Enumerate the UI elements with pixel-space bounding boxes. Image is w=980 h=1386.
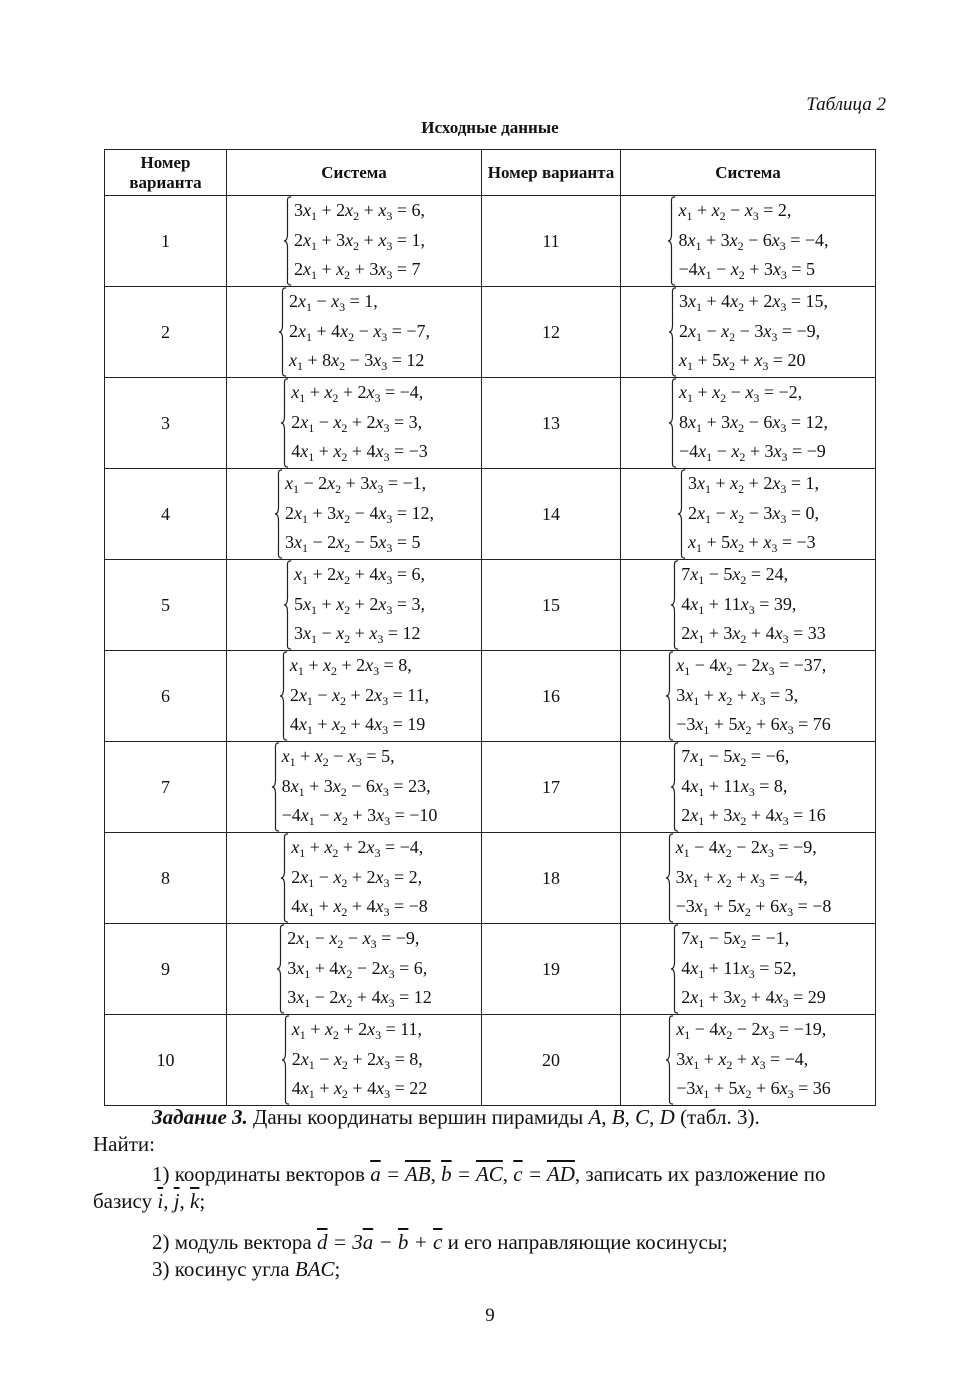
system-brace xyxy=(283,196,292,286)
equation: $x_1 + x_2 + 2x_3 = -4$, xyxy=(291,837,424,860)
vector-expression: $\overline{a} = \overline{AB}$ xyxy=(370,1162,431,1186)
page-number: 9 xyxy=(485,1305,495,1326)
item2-suffix: и его направляющие косинусы; xyxy=(447,1230,728,1254)
system-brace xyxy=(665,651,674,741)
equation-system xyxy=(283,196,425,286)
system-cell-1 xyxy=(227,196,482,287)
equation: $8x_1 + 3x_2 - 6x_3 = -4$, xyxy=(678,229,829,253)
system-brace xyxy=(668,378,677,468)
equation: $7x_1 - 5x_2 = 24$, xyxy=(681,564,789,587)
table-header-row xyxy=(105,150,876,196)
variant-number: 1 xyxy=(105,196,227,287)
table-row xyxy=(105,742,876,833)
equation-system xyxy=(665,1015,831,1105)
equation: $2x_1 + 3x_2 + 4x_3 = 29$ xyxy=(681,987,826,1010)
task-find: Найти: xyxy=(93,1132,155,1156)
equation-system xyxy=(670,560,825,650)
equation-system xyxy=(677,469,819,559)
equation: $2x_1 - x_2 - 3x_3 = 0$, xyxy=(688,502,819,526)
variant-number: 14 xyxy=(482,469,621,560)
variant-number: 17 xyxy=(482,742,621,833)
equation: $3x_1 + 4x_2 - 2x_3 = 6$, xyxy=(287,957,428,981)
variant-number: 13 xyxy=(482,378,621,469)
task-item-3 xyxy=(152,1256,889,1283)
equation: $7x_1 - 5x_2 = -1$, xyxy=(681,928,790,951)
equation: $x_1 - 2x_2 + 3x_3 = -1$, xyxy=(285,473,427,496)
equation: $x_1 + 5x_2 + x_3 = -3$ xyxy=(688,532,816,555)
equation: $x_1 + x_2 + 2x_3 = -4$, xyxy=(291,382,424,405)
table-row xyxy=(105,924,876,1015)
item1-prefix: 1) координаты векторов xyxy=(152,1162,365,1186)
equation: $3x_1 + 2x_2 + x_3 = 6$, xyxy=(294,200,425,223)
system-cell-8 xyxy=(227,833,482,924)
system-cell-15 xyxy=(621,560,876,651)
system-cell-7 xyxy=(227,742,482,833)
system-cell-18 xyxy=(621,833,876,924)
equation: $2x_1 + 3x_2 + 4x_3 = 33$ xyxy=(681,623,826,646)
system-cell-17 xyxy=(621,742,876,833)
system-cell-13 xyxy=(621,378,876,469)
equation-system xyxy=(665,833,832,923)
equation: $x_1 - 4x_2 - 2x_3 = -37$, xyxy=(676,655,827,678)
equation: $4x_1 + x_2 + 4x_3 = -8$ xyxy=(291,896,428,919)
variant-number: 12 xyxy=(482,287,621,378)
equation: $-4x_1 - x_2 + 3x_3 = 5$ xyxy=(678,259,816,282)
table-row xyxy=(105,196,876,287)
item2-prefix: 2) модуль вектора xyxy=(152,1230,312,1254)
basis-vector: $\overline{k}$ xyxy=(190,1189,200,1213)
system-brace xyxy=(276,924,285,1014)
equation-system xyxy=(280,378,428,468)
equation: $-3x_1 + 5x_2 + 6x_3 = -8$ xyxy=(675,896,832,919)
equation: $2x_1 + 3x_2 + x_3 = 1$, xyxy=(294,229,425,253)
equation: $-4x_1 - x_2 + 3x_3 = -9$ xyxy=(679,441,826,464)
system-brace xyxy=(279,651,288,741)
system-brace xyxy=(274,469,283,559)
system-brace xyxy=(670,560,679,650)
equation: $x_1 + x_2 - x_3 = -2$, xyxy=(679,382,803,405)
system-cell-20 xyxy=(621,1015,876,1106)
item2-expression: $\overline{d} = 3\overline{a} - \overline{b} + \overline{c}$ xyxy=(317,1230,443,1254)
system-cell-9 xyxy=(227,924,482,1015)
system-cell-11 xyxy=(621,196,876,287)
equation: $3x_1 + x_2 + x_3 = -4$, xyxy=(676,1048,809,1072)
equation-system xyxy=(668,287,828,377)
variant-number: 7 xyxy=(105,742,227,833)
equation-system xyxy=(278,287,430,377)
header-system-right: Система xyxy=(621,150,876,196)
equation: $-3x_1 + 5x_2 + 6x_3 = 76$ xyxy=(676,714,831,737)
equation: $3x_1 - x_2 + x_3 = 12$ xyxy=(294,623,421,646)
equation-system xyxy=(670,924,825,1014)
system-brace xyxy=(278,287,287,377)
equation: $x_1 - 4x_2 - 2x_3 = -19$, xyxy=(676,1019,827,1042)
vector-expression: $\overline{b} = \overline{AC}$ xyxy=(441,1162,503,1186)
system-brace xyxy=(271,742,280,832)
header-system-left: Система xyxy=(227,150,482,196)
equation: $2x_1 - x_2 - x_3 = -9$, xyxy=(287,928,420,951)
system-cell-16 xyxy=(621,651,876,742)
equation: $3x_1 + x_2 + x_3 = 3$, xyxy=(676,684,799,708)
system-brace xyxy=(281,1015,290,1105)
equation-system xyxy=(668,378,828,468)
item3-prefix: 3) косинус угла xyxy=(152,1257,290,1281)
basis-vector: $\overline{i}$ xyxy=(157,1189,164,1213)
variant-number: 3 xyxy=(105,378,227,469)
variant-number: 9 xyxy=(105,924,227,1015)
table-row xyxy=(105,651,876,742)
equation: $2x_1 + 3x_2 + 4x_3 = 16$ xyxy=(681,805,826,828)
task-paragraph xyxy=(93,1104,889,1158)
equation: $2x_1 - x_2 + 2x_3 = 8$, xyxy=(291,1048,423,1072)
system-cell-19 xyxy=(621,924,876,1015)
equation: $8x_1 + 3x_2 - 6x_3 = 12$, xyxy=(679,411,828,435)
equation: $x_1 + x_2 + 2x_3 = 11$, xyxy=(291,1019,423,1042)
equation: $4x_1 + 11x_3 = 8$, xyxy=(681,775,788,799)
system-brace xyxy=(280,378,289,468)
equation: $4x_1 + x_2 + 4x_3 = -3$ xyxy=(291,441,428,464)
equation: $4x_1 + 11x_3 = 39$, xyxy=(681,593,797,617)
variant-number: 15 xyxy=(482,560,621,651)
table-row xyxy=(105,469,876,560)
task-intro: Даны координаты вершин пирамиды xyxy=(253,1105,584,1129)
equation-system xyxy=(665,651,831,741)
equation-system xyxy=(670,742,825,832)
equation: $x_1 - 4x_2 - 2x_3 = -9$, xyxy=(675,837,817,860)
task-ref: (табл. 3). xyxy=(680,1105,760,1129)
equation: $-4x_1 - x_2 + 3x_3 = -10$ xyxy=(281,805,438,828)
equation: $2x_1 - x_2 + 2x_3 = 2$, xyxy=(291,866,423,890)
table-label: Таблица 2 xyxy=(806,94,886,115)
variant-number: 20 xyxy=(482,1015,621,1106)
system-brace xyxy=(668,287,677,377)
variant-number: 4 xyxy=(105,469,227,560)
system-brace xyxy=(667,196,676,286)
equation-system xyxy=(280,833,428,923)
equation: $3x_1 + 4x_2 + 2x_3 = 15$, xyxy=(679,291,828,314)
equation: $-3x_1 + 5x_2 + 6x_3 = 36$ xyxy=(676,1078,831,1101)
item3-angle: BAC xyxy=(294,1257,335,1281)
system-brace xyxy=(665,833,674,923)
system-brace xyxy=(665,1015,674,1105)
system-brace xyxy=(670,742,679,832)
table-row xyxy=(105,560,876,651)
system-cell-12 xyxy=(621,287,876,378)
equation: $4x_1 + x_2 + 4x_3 = 22$ xyxy=(291,1078,428,1101)
variant-number: 18 xyxy=(482,833,621,924)
variant-number: 2 xyxy=(105,287,227,378)
header-variant-left: Номер варианта xyxy=(105,150,227,196)
vector-expression: $\overline{c} = \overline{AD}$ xyxy=(513,1162,575,1186)
equation: $3x_1 - 2x_2 - 5x_3 = 5$ xyxy=(285,532,421,555)
task-item-1: 1) координаты векторов $\overline{a} = \overline{AB}$, $\overline{b} = \overline{AC}$, $\overline{c} = \overline{AD}$, записать их разложение по базису $\overline{i}$, $\overline{j}$, $\overline{k}$; xyxy=(93,1162,826,1213)
equation-system xyxy=(667,196,828,286)
system-cell-3 xyxy=(227,378,482,469)
equation: $2x_1 + 3x_2 - 4x_3 = 12$, xyxy=(285,502,434,526)
equation-system xyxy=(276,924,431,1014)
variant-number: 8 xyxy=(105,833,227,924)
equation: $3x_1 + x_2 + 2x_3 = 1$, xyxy=(688,473,819,496)
item1-basis: $\overline{i}$, $\overline{j}$, $\overline{k}$ xyxy=(157,1189,200,1213)
equation: $x_1 + 2x_2 + 4x_3 = 6$, xyxy=(294,564,425,587)
system-cell-4 xyxy=(227,469,482,560)
system-brace xyxy=(677,469,686,559)
table-row xyxy=(105,1015,876,1106)
task-points: A, B, C, D xyxy=(588,1105,675,1129)
equation: $x_1 + x_2 - x_3 = 5$, xyxy=(281,746,395,769)
table-row xyxy=(105,287,876,378)
item1-suffix: , записать их разложение по базису xyxy=(93,1162,826,1213)
table-row xyxy=(105,833,876,924)
table-row xyxy=(105,378,876,469)
equation: $5x_1 + x_2 + 2x_3 = 3$, xyxy=(294,593,425,617)
system-brace xyxy=(283,560,292,650)
equation: $8x_1 + 3x_2 - 6x_3 = 23$, xyxy=(281,775,431,799)
system-brace xyxy=(670,924,679,1014)
equation: $x_1 + 8x_2 - 3x_3 = 12$ xyxy=(288,350,425,373)
variant-number: 19 xyxy=(482,924,621,1015)
basis-vector: $\overline{j}$ xyxy=(173,1189,180,1213)
equation: $2x_1 - x_2 + 2x_3 = 3$, xyxy=(291,411,423,435)
equation: $x_1 + 5x_2 + x_3 = 20$ xyxy=(679,350,806,373)
system-cell-2 xyxy=(227,287,482,378)
equation: $3x_1 + x_2 + x_3 = -4$, xyxy=(675,866,808,890)
equation-system xyxy=(281,1015,427,1105)
equation: $4x_1 + x_2 + 4x_3 = 19$ xyxy=(289,714,426,737)
table-caption: Исходные данные xyxy=(421,118,559,137)
equation: $7x_1 - 5x_2 = -6$, xyxy=(681,746,790,769)
task-item-2 xyxy=(152,1229,889,1256)
equation-system xyxy=(271,742,438,832)
task-title: Задание 3. xyxy=(152,1105,248,1129)
system-cell-10 xyxy=(227,1015,482,1106)
variant-number: 10 xyxy=(105,1015,227,1106)
variant-number: 6 xyxy=(105,651,227,742)
system-cell-6 xyxy=(227,651,482,742)
header-variant-right: Номер варианта xyxy=(482,150,621,196)
equation: $x_1 + x_2 - x_3 = 2$, xyxy=(678,200,792,223)
equation: $4x_1 + 11x_3 = 52$, xyxy=(681,957,797,981)
equation: $2x_1 + x_2 + 3x_3 = 7$ xyxy=(294,259,421,282)
equation: $2x_1 + 4x_2 - x_3 = -7$, xyxy=(288,320,431,344)
systems-table xyxy=(104,149,876,1106)
equation-system xyxy=(279,651,429,741)
equation: $2x_1 - x_2 + 2x_3 = 11$, xyxy=(289,684,430,708)
equation: $3x_1 - 2x_2 + 4x_3 = 12$ xyxy=(287,987,432,1010)
equation: $2x_1 - x_3 = 1$, xyxy=(288,291,378,314)
variant-number: 5 xyxy=(105,560,227,651)
variant-number: 11 xyxy=(482,196,621,287)
equation-system xyxy=(283,560,425,650)
equation-system xyxy=(274,469,434,559)
item1-vectors: $\overline{a} = \overline{AB}$, $\overline{b} = \overline{AC}$, $\overline{c} = \overline{AD}$ xyxy=(370,1162,575,1186)
system-cell-5 xyxy=(227,560,482,651)
system-cell-14 xyxy=(621,469,876,560)
variant-number: 16 xyxy=(482,651,621,742)
equation: $2x_1 - x_2 - 3x_3 = -9$, xyxy=(679,320,821,344)
system-brace xyxy=(280,833,289,923)
item3-suffix: ; xyxy=(334,1257,341,1281)
equation: $x_1 + x_2 + 2x_3 = 8$, xyxy=(289,655,412,678)
